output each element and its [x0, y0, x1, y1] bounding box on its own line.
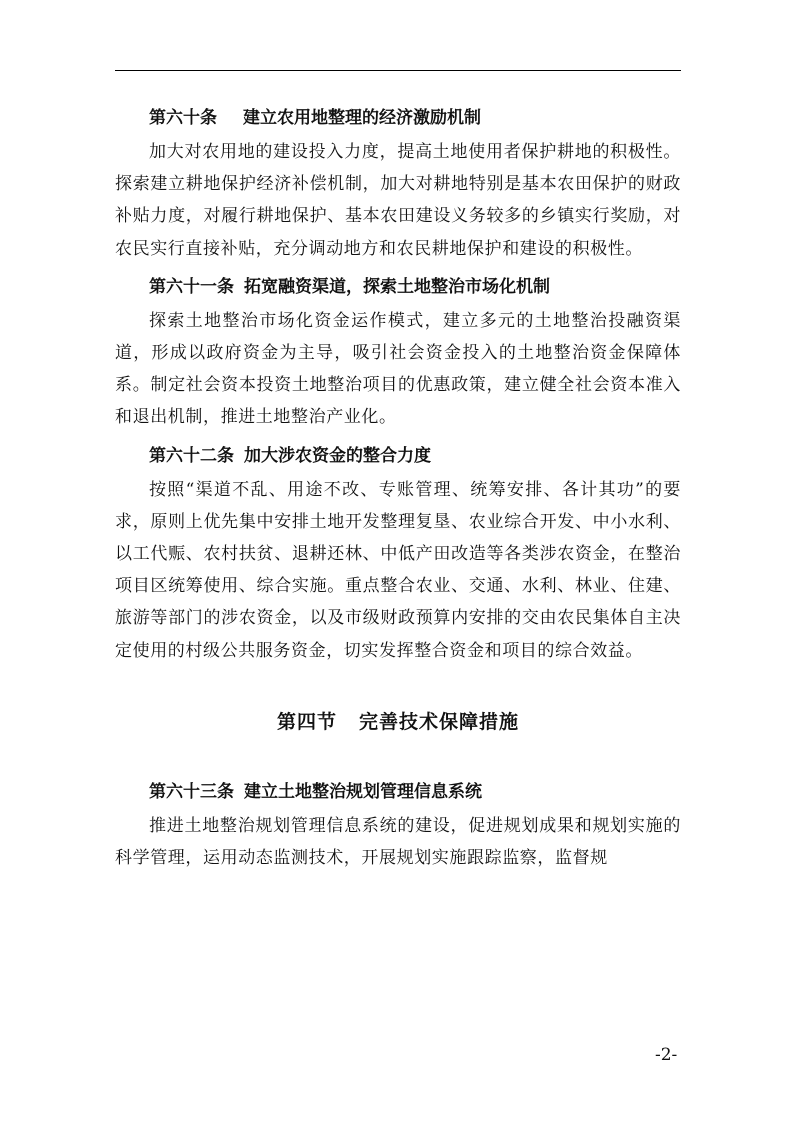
article-number: 第六十二条 [149, 445, 234, 466]
section-heading [115, 707, 681, 734]
article-60-body: 加大对农用地的建设投入力度，提高土地使用者保护耕地的积极性。探索建立耕地保护经济补偿机制，加大对耕地特别是基本农田保护的财政补贴力度，对履行耕地保护、基本农田建设义务较多的乡镇实行奖励，对农民实行直接补贴，充分调动地方和农民耕地保护和建设的积极性。 [115, 142, 681, 259]
article-title: 拓宽融资渠道，探索土地整治市场化机制 [244, 276, 550, 297]
page-content [115, 104, 681, 882]
article-title: 加大涉农资金的整合力度 [244, 445, 431, 466]
article-63-body: 推进土地整治规划管理信息系统的建设，促进规划成果和规划实施的科学管理，运用动态监测技术，开展规划实施跟踪监察，监督规 [115, 815, 681, 869]
article-62-heading [115, 442, 681, 470]
article-title: 建立土地整治规划管理信息系统 [244, 781, 482, 802]
page-number: -2- [655, 1045, 678, 1065]
article-number: 第六十三条 [149, 781, 234, 802]
article-61-body: 探索土地整治市场化资金运作模式，建立多元的土地整治投融资渠道，形成以政府资金为主导，吸引社会资金投入的土地整治资金保障体系。制定社会资本投资土地整治项目的优惠政策，建立健全社会资本准入和退出机制，推进土地整治产业化。 [115, 310, 681, 428]
header-rule [115, 70, 681, 71]
article-number: 第六十一条 [149, 276, 234, 297]
article-63-heading [115, 778, 681, 806]
article-60-heading [115, 104, 681, 132]
article-62-body: 按照“渠道不乱、用途不改、专账管理、统筹安排、各计其功”的要求，原则上优先集中安排土地开发整理复垦、农业综合开发、中小水利、以工代赈、农村扶贫、退耕还林、中低产田改造等各类涉农资金，在整治项目区统筹使用、综合实施。重点整合农业、交通、水利、林业、住建、旅游等部门的涉农资金，以及市级财政预算内安排的交由农民集体自主决定使用的村级公共服务资金，切实发挥整合资金和项目的综合效益。 [115, 479, 681, 661]
article-title: 建立农用地整理的经济激励机制 [243, 108, 481, 128]
section-number: 第四节 [276, 710, 337, 733]
article-number: 第六十条 [149, 108, 217, 128]
section-title: 完善技术保障措施 [359, 710, 520, 733]
article-61-heading [115, 273, 681, 301]
